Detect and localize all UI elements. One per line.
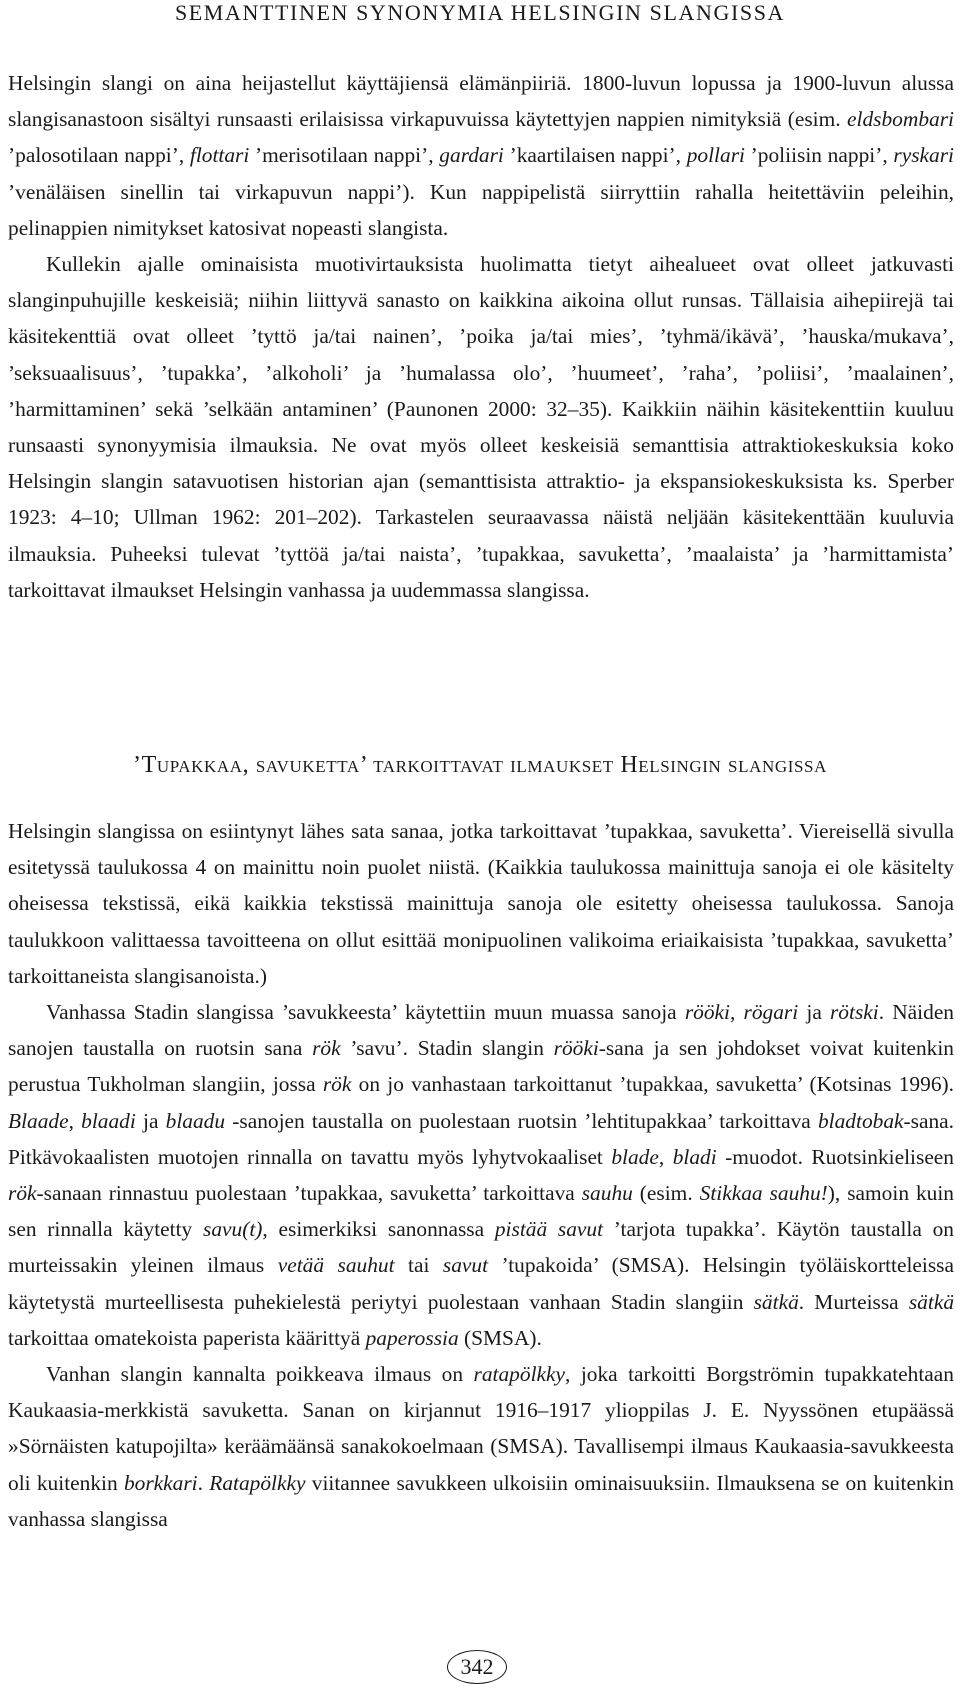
- italic-term: bladi: [672, 1144, 717, 1169]
- text-run: ’merisotilaan nappi’,: [249, 143, 440, 168]
- italic-term: rök: [312, 1036, 341, 1061]
- italic-term: flottari: [189, 143, 250, 168]
- italic-term: paperossia: [365, 1325, 459, 1350]
- text-run: -sanaan rinnastuu puolestaan ’tupakkaa, savuketta’ tarkoittava: [36, 1181, 582, 1206]
- text-run: -sana ja sen johdokset voivat kuitenkin perustua Tukholman slangiin, jossa: [8, 1036, 954, 1097]
- italic-term: sätkä: [753, 1289, 799, 1314]
- body-text-section-2: [8, 813, 954, 1537]
- italic-term: rööki: [553, 1036, 599, 1061]
- text-run: ja: [798, 1000, 830, 1025]
- italic-term: pollari: [686, 143, 745, 168]
- text-run: Kullekin ajalle ominaisista muotivirtauksista huolimatta tietyt aihealueet ovat olleet jatkuvasti slanginpuhujille keskeisiä; niihin liittyvä sanasto on kaikkina aikoina ollut runsas. Tällaisia aihepiirejä tai käsitekenttiä ovat olleet ’tyttö ja/tai nainen’, ’poika ja/tai mies’, ’tyhmä/ikävä’, ’hauska/mukava’, ’seksuaalisuus’, ’tupakka’, ’alkoholi’ ja ’humalassa olo’, ’huumeet’, ’raha’, ’poliisi’, ’maalainen’, ’harmittaminen’ sekä ’selkään antaminen’ (Paunonen 2000: 32–35). Kaikkiin näihin käsitekenttiin kuuluu runsaasti synonyymisia ilmauksia. Ne ovat myös olleet keskeisiä semanttisia attraktiokeskuksia koko Helsingin slangin satavuotisen historian ajan (semanttisista attraktio- ja ekspansiokeskuksista ks. Sperber 1923: 4–10; Ullman 1962: 201–202). Tarkastelen seuraavassa näistä neljään käsitekenttään kuuluvia ilmauksia. Puheeksi tulevat ’tyttöä ja/tai naista’, ’tupakkaa, savuketta’, ’maalaista’ ja ’harmittamista’ tarkoittavat ilmaukset Helsingin vanhassa ja uudemmassa slangissa.: [8, 252, 954, 602]
- italic-term: rök: [8, 1181, 37, 1206]
- italic-term: ryskari: [893, 143, 954, 168]
- text-run: ,: [68, 1108, 82, 1133]
- text-run: . Murteissa: [798, 1289, 909, 1314]
- italic-term: vetää sauhut: [277, 1253, 395, 1278]
- text-run: ’tupakoida’ (SMSA). Helsingin työläiskortteleissa käytetystä murteellisesta puhekielestä periytyi puolestaan vanhaan Stadin slangiin: [8, 1253, 955, 1314]
- italic-term: ratapölkky: [473, 1362, 565, 1387]
- italic-term: gardari: [439, 143, 504, 168]
- italic-term: savut: [442, 1253, 489, 1278]
- page-number: 342: [447, 1650, 507, 1684]
- italic-term: eldsbombari: [847, 107, 954, 132]
- italic-term: bladtobak: [817, 1108, 904, 1133]
- text-run: Vanhan slangin kannalta poikkeava ilmaus on: [46, 1362, 474, 1387]
- text-run: , esimerkiksi sanonnassa: [262, 1217, 495, 1242]
- text-run: Helsingin slangissa on esiintynyt lähes sata sanaa, jotka tarkoittavat ’tupakkaa, savuketta’. Viereisellä sivulla esitetyssä taulukossa 4 on mainittu noin puolet niistä. (Kaikkia taulukossa mainittuja sanoja ei ole käsitelty oheisessa tekstissä, eikä kaikkia tekstissä mainittuja sanoja ole esitetty oheisessa taulukossa. Sanoja taulukkoon valittaessa tavoitteena on ollut esittää monipuolinen valikoima eriaikaisista ’tupakkaa, savuketta’ tarkoittaneista slangisanoista.): [8, 819, 954, 988]
- running-head: SEMANTTINEN SYNONYMIA HELSINGIN SLANGISSA: [174, 0, 786, 25]
- paragraph: [8, 1356, 954, 1537]
- italic-term: borkkari: [123, 1470, 198, 1495]
- italic-term: Ratapölkky: [209, 1470, 306, 1495]
- text-run: -sanojen taustalla on puolestaan ruotsin ’lehtitupakkaa’ tarkoittava: [225, 1108, 818, 1133]
- italic-term: rötski: [829, 1000, 879, 1025]
- text-run: ,: [658, 1144, 673, 1169]
- text-run: ,: [729, 1000, 744, 1025]
- italic-term: rögari: [743, 1000, 799, 1025]
- italic-term: sauhu: [581, 1181, 633, 1206]
- italic-term: rök: [322, 1072, 352, 1097]
- italic-term: pistää savut: [494, 1217, 604, 1242]
- paragraph: [8, 813, 954, 994]
- text-run: viitannee savukkeen ulkoisiin ominaisuuksiin. Ilmauksena se on kuitenkin vanhassa slangissa: [8, 1470, 954, 1531]
- text-run: (SMSA).: [458, 1325, 542, 1350]
- italic-term: blaadi: [81, 1108, 136, 1133]
- text-run: , joka tarkoitti Borgströmin tupakkatehtaan Kaukaasia-merkkistä savuketta. Sanan on kirjannut 1916–1917 ylioppilas J. E. Nyyssönen etupäässä »Sörnäisten katupojilta» keräämäänsä sanakokoelmaan (SMSA). Tavallisempi ilmaus Kaukaasia-savukkeesta oli kuitenkin: [8, 1362, 954, 1495]
- italic-term: blade: [611, 1144, 659, 1169]
- italic-term: Blaade: [8, 1108, 69, 1133]
- paragraph: [8, 246, 954, 608]
- text-run: ’palosotilaan nappi’,: [8, 143, 190, 168]
- text-run: ’tarjota tupakka’. Käytön taustalla on murteissakin yleinen ilmaus: [8, 1217, 954, 1278]
- text-run: ), samoin kuin sen rinnalla käytetty: [8, 1181, 954, 1242]
- italic-term: Stikkaa sauhu!: [699, 1181, 828, 1206]
- text-run: Vanhassa Stadin slangissa ’savukkeesta’ käytettiin muun muassa sanoja: [46, 1000, 685, 1025]
- paragraph: [8, 994, 954, 1356]
- text-run: ’poliisin nappi’,: [744, 143, 894, 168]
- text-run: tarkoittaa omatekoista paperista käärittyä: [8, 1325, 366, 1350]
- text-run: ’savu’. Stadin slangin: [340, 1036, 554, 1061]
- text-run: ja: [135, 1108, 166, 1133]
- italic-term: rööki: [684, 1000, 730, 1025]
- paragraph: [8, 65, 954, 246]
- text-run: -sana. Pitkävokaalisten muotojen rinnalla on tavattu myös lyhytvokaaliset: [8, 1108, 955, 1169]
- text-run: -muodot. Ruotsinkieliseen: [716, 1144, 955, 1169]
- text-run: on jo vanhastaan tarkoittanut ’tupakkaa, savuketta’ (Kotsinas 1996).: [351, 1072, 954, 1097]
- italic-term: blaadu: [165, 1108, 226, 1133]
- text-run: Helsingin slangi on aina heijastellut käyttäjiensä elämänpiiriä. 1800-luvun lopussa ja 1900-luvun alussa slangisanastoon sisältyi runsaasti erilaisissa virkapuvuissa käytettyjen nappien nimityksiä (esim.: [8, 71, 954, 132]
- text-run: ’venäläisen sinellin tai virkapuvun nappi’). Kun nappipelistä siirryttiin rahalla heitettäviin peleihin, pelinappien nimitykset katosivat nopeasti slangista.: [8, 179, 954, 240]
- text-run: tai: [394, 1253, 443, 1278]
- text-run: . Näiden sanojen taustalla on ruotsin sana: [8, 1000, 955, 1061]
- text-run: (esim.: [632, 1181, 700, 1206]
- section-heading: ’Tupakkaa, savuketta’ tarkoittavat ilmaukset Helsingin slangissa: [133, 752, 827, 778]
- italic-term: savu(t): [203, 1217, 263, 1242]
- body-text-section-1: [8, 65, 954, 608]
- italic-term: sätkä: [908, 1289, 955, 1314]
- text-run: ’kaartilaisen nappi’,: [503, 143, 687, 168]
- text-run: .: [197, 1470, 210, 1495]
